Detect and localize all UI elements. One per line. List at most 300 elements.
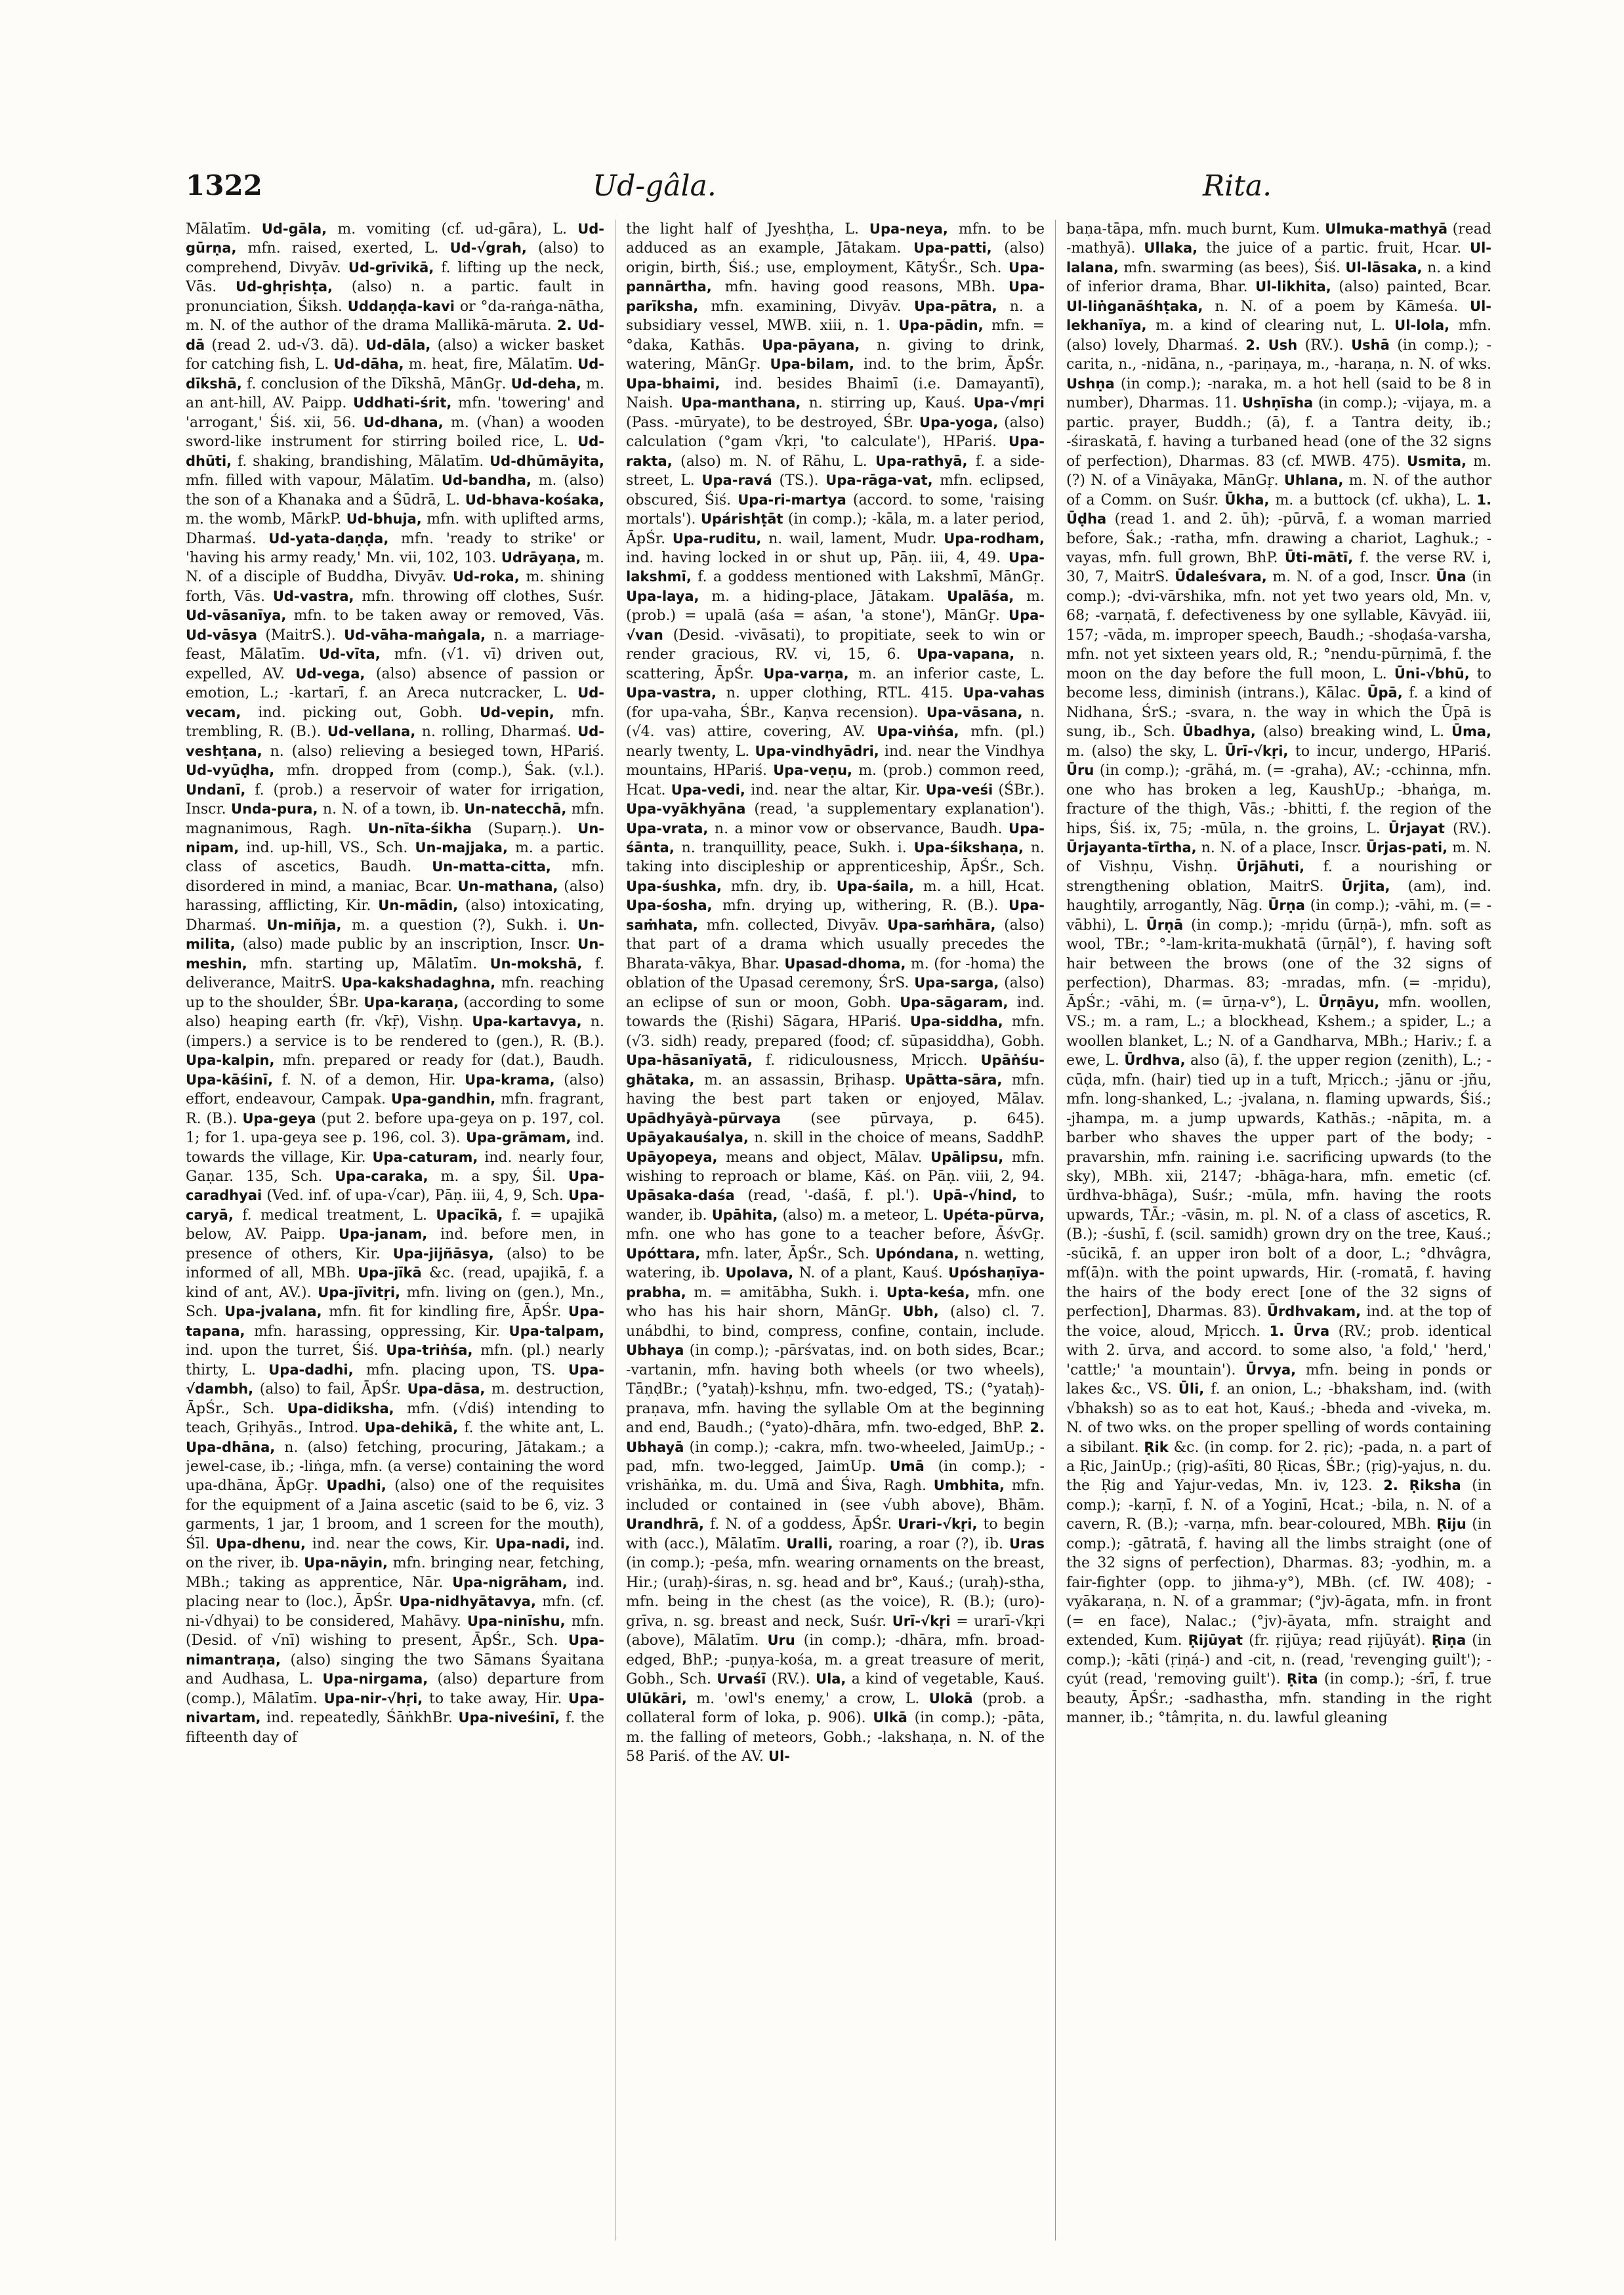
entry-definition: roaring, a roar (?), ib. (839, 1535, 1003, 1552)
entry-headword: Ūrṇa (1268, 898, 1305, 914)
entry-definition: (in comp.); -vijaya, m. a partic. prayer, Buddh.; (ā), f. a Tantra deity, ib.; -śiraskatā, f. having a turbaned head (one of the 32 signs of perfection), Dharmas. 83 (cf. MWB. 475). (1066, 395, 1491, 470)
entry-headword: Ud-dhūmāyita, (489, 453, 604, 469)
entry-headword: Un-mādin, (378, 898, 459, 914)
entry-definition: mfn. (cf. ni-√dhyai) to be considered, Mahāvy. (186, 1594, 604, 1630)
entry-definition: m. a hill, Hcat. (923, 878, 1045, 895)
entry-definition: ind. near the Vindhya mountains, HPariś. (626, 743, 1045, 779)
entry-definition: the light half of Jyeshṭha, L. (626, 221, 859, 238)
entry-headword: Ud-deha, (510, 375, 581, 392)
entry-definition: f. a kind of Nidhana, ŚrS.; -svara, n. the way in which the Ūpā is sung, ib., Sch. (1066, 685, 1491, 741)
entry-headword: Uru (767, 1632, 795, 1649)
entry-definition: mfn. magnanimous, Ragh. (186, 801, 604, 837)
entry-definition: (also) one of the requisites for the equipment of a Jaina ascetic (said to be 6, viz. 3 garments, 1 jar, 1 broom, and 1 screen for the mouth), Śīl. (186, 1478, 604, 1552)
entry-definition: (also) harassing, afflicting, Kir. (186, 878, 604, 915)
entry-definition: m. an ant-hill, AV. Paipp. (186, 375, 604, 412)
dictionary-entry (717, 1671, 816, 1687)
entry-definition: (in comp.); -peśa, mfn. wearing ornaments on the breast, Hir.; (uraḥ)-śiras, n. sg. head and br°, Kauś.; (uraḥ)-stha, mfn. being in the chest (as the voice), R. (B.); (uro)-grīva, n. sg. breast and neck, Suśr. (626, 1555, 1045, 1630)
entry-headword: Ud-dhana, (363, 414, 444, 430)
entry-headword: Upa-bilam, (770, 356, 854, 373)
entry-definition: ind. near the cows, Kir. (312, 1535, 489, 1552)
entry-definition: mfn. being in ponds or lakes &c., VS. (1066, 1361, 1491, 1398)
entry-definition: means and object, Mālav. (726, 1149, 923, 1166)
entry-definition: ind. having locked in or shut up, Pāṇ. iii, 4, 49. (626, 549, 1001, 566)
entry-definition: mfn. dropped from (comp.), Śak. (v.l.). (286, 762, 604, 779)
entry-definition: (also) singing the two Sāmans Śyaitana and Audhasa, L. (186, 1651, 604, 1688)
entry-headword: Ul-lola, (1394, 318, 1450, 334)
entry-headword: Urī-√kṛi (892, 1613, 951, 1629)
entry-headword: Upālipsu, (930, 1149, 1004, 1165)
entry-definition: f. N. of a goddess, ĀpŚr. (710, 1516, 892, 1533)
entry-headword: Ūma, (1451, 724, 1491, 740)
dictionary-entry (327, 724, 577, 740)
entry-definition: mfn. 'towering' and 'arrogant,' Śiś. xii, 56. (186, 395, 604, 431)
entry-headword: Ūrṇā (1146, 917, 1184, 933)
entry-definition: m. the womb, MārkP. (186, 511, 342, 528)
dictionary-entry (1066, 1052, 1491, 1320)
entry-definition: (MaitrS.). (265, 627, 336, 644)
entry-definition: (read, '-daśā, f. pl.'). (747, 1188, 920, 1205)
dictionary-entry (837, 879, 1045, 895)
entry-definition: f. deliverance, MaitrS. (186, 955, 604, 992)
entry-headword: Upa-jīvitṛi, (318, 1284, 401, 1300)
entry-headword: Upa-nidhyātavya, (399, 1594, 536, 1610)
entry-definition: (read -mathyā). (1066, 221, 1491, 257)
entry-definition: mfn. wishing to reproach or blame, Kāś. on Pāṇ. viii, 2, 94. (626, 1149, 1045, 1185)
entry-headword: Upa-√van (626, 608, 1045, 643)
entry-definition: mfn. reaching up to the shoulder, ŚBr. (186, 975, 604, 1011)
entry-headword: Un-meshin, (186, 936, 604, 972)
dictionary-entry (1182, 724, 1451, 740)
entry-definition: mfn. having the best part taken or enjoyed, Mālav. (626, 1071, 1045, 1108)
dictionary-entry (1255, 279, 1491, 295)
entry-definition: (in comp.); -gātratā, f. having all the limbs straight (one of the 32 signs of perfection), Dharmas. 83; -yodhin, m. a fair-fighter (opp. to jihma-y°), MBh. (cf. IW. 408); -vyākaraṇa, n. N. of a grammar; (°jv)-āgata, mfn. in front (= en face), Nalac.; (°jv)-āyata, mfn. straight and extended, Kum. (1066, 1516, 1491, 1649)
entry-headword: Ūrjas-pati, (1365, 840, 1448, 856)
entry-definition: (also) calculation (°gam √kṛi, 'to calculate'), HPariś. (626, 414, 1045, 451)
entry-definition: n. scattering, ĀpŚr. (626, 646, 1045, 682)
entry-definition: Mālatīm. (186, 221, 251, 238)
entry-definition: mfn. throwing off clothes, Suśr. (362, 588, 604, 605)
dictionary-entry (266, 917, 577, 934)
entry-headword: Ud-vyūḍha, (186, 762, 275, 779)
entry-definition: (also) departure from (comp.), Mālatīm. (186, 1671, 604, 1707)
entry-headword: Un-mokshā, (489, 955, 583, 972)
entry-definition: (Desid. -vivāsati), to propitiate, seek to win or render gracious, RV. vi, 15, 6. (626, 627, 1045, 663)
dictionary-entry (626, 821, 1009, 837)
entry-headword: Ūna (1436, 569, 1467, 585)
entry-definition: mfn. trembling, R. (B.). (186, 704, 604, 741)
entry-headword: Ūrjita, (1341, 878, 1390, 894)
entry-headword: Upa-kāśinī, (186, 1071, 273, 1088)
entry-definition: (read 1. and 2. ūh); -pūrvā, f. a woman married before, Śak.; -ratha, mfn. drawing a chariot, Laghuk.; -vayas, mfn. full grown, BhP. (1066, 511, 1491, 566)
entry-definition: f. a side-street, L. (626, 453, 1045, 489)
entry-definition: (in comp.); -dvi-vārshika, mfn. not yet two years old, Mn. v, 68; -varṇatā, f. defectiveness by one syllable, Kāvyād. iii, 157; -vāda, m. improper speech, Baudh.; -shoḍaśa-varsha, mfn. not yet sixteen years old, R.; °nendu-pūrṇimā, f. the moon on the day before the full moon, L. (1066, 569, 1491, 682)
entry-definition: ind. on the river, ib. (186, 1535, 604, 1572)
entry-definition: m. a question (?), Sukh. i. (352, 917, 568, 934)
entry-headword: Ūni-√bhū, (1394, 665, 1470, 682)
entry-definition: (RV.). (1453, 820, 1491, 837)
entry-definition: ind. near the altar, Kir. (751, 781, 921, 798)
entry-definition: mfn. starting up, Mālatīm. (260, 955, 478, 972)
entry-definition: mfn. drying up, withering, R. (B.). (722, 898, 999, 915)
entry-headword: 2. Ṛiksha (1383, 1478, 1461, 1494)
entry-headword: Upāṅśu-ghātaka, (626, 1052, 1045, 1088)
entry-definition: mfn. (also) lovely, Dharmaś. (1066, 318, 1491, 354)
dictionary-entry (701, 472, 825, 489)
entry-headword: Upa-kartavya, (472, 1014, 582, 1030)
entry-definition: m. a kind of clearing nut, L. (1156, 318, 1386, 335)
entry-headword: Ula, (816, 1671, 846, 1687)
entry-headword: Ud-gūrṇa, (186, 221, 604, 257)
dictionary-entry (186, 221, 262, 238)
entry-headword: Upa-veṇu, (773, 762, 852, 779)
entry-definition: mfn. dry, ib. (730, 878, 827, 895)
entry-headword: Upasad-dhoma, (784, 955, 906, 972)
entry-definition: (RV.). (1304, 337, 1344, 354)
dictionary-entry (626, 1691, 929, 1707)
entry-headword: Upa-√dambh, (186, 1361, 604, 1397)
entry-headword: Urvaśī (717, 1671, 766, 1687)
entry-definition: (read, 'a supplementary explanation'). (754, 801, 1045, 818)
entry-headword: Upadhi, (326, 1478, 386, 1494)
entry-headword: Ūrdhvakam, (1266, 1304, 1362, 1320)
entry-definition: m. heat, fire, Mālatīm. (408, 356, 573, 373)
entry-definition: = urarī-√kṛi (above), Mālatīm. (626, 1613, 1045, 1649)
entry-headword: Ūbadhya, (1182, 724, 1256, 740)
entry-headword: Upa-laya, (626, 588, 699, 604)
entry-definition: mfn. disordered in mind, a maniac, Bcar. (186, 859, 604, 895)
entry-headword: Ud-roka, (453, 569, 520, 585)
entry-headword: Ṛik (1144, 1439, 1169, 1455)
entry-headword: Upa-yoga, (919, 414, 999, 430)
entry-definition: n. giving to drink, watering, MānGṛ. (626, 337, 1045, 373)
entry-headword: Upa-caradhyai (186, 1168, 604, 1204)
entry-headword: Upāsaka-daśa (626, 1188, 735, 1204)
entry-definition: mfn. eclipsed, obscured, Śiś. (626, 472, 1045, 508)
entry-headword: Upa-gandhin, (391, 1091, 496, 1107)
entry-headword: Un-natecchā, (464, 801, 567, 817)
dictionary-entry (626, 1111, 1045, 1127)
entry-definition: ind. towards the (Ṛishi) Sāgara, HPariś. (626, 994, 1045, 1031)
entry-headword: Upa-manthana, (681, 395, 801, 411)
entry-headword: Ūrjāhuti, (1236, 859, 1305, 875)
entry-definition: (also) m. a meteor, L. (782, 1207, 938, 1224)
entry-headword: Upa-caraka, (335, 1168, 428, 1184)
dictionary-entry (1066, 840, 1366, 856)
entry-definition: (RV.; prob. identical with 2. ūrva, and accord. to some also, 'a fold,' 'herd,' 'cattle;' 'a mountain'). (1066, 1323, 1491, 1378)
entry-definition: n. skill in the choice of means, SaddhP. (754, 1130, 1045, 1147)
entry-headword: Upa-śosha, (626, 898, 713, 914)
entry-definition: mfn. 'ready to strike' or 'having his army ready,' Mn. vii, 102, 103. (186, 530, 604, 566)
entry-headword: Ubhaya (626, 1342, 684, 1359)
entry-definition: (Pass. -mūryate), to be destroyed, ŚBr. (626, 414, 914, 431)
entry-headword: Upa-rodham, (944, 530, 1045, 547)
entry-headword: Upa-tapana, (186, 1304, 604, 1339)
entry-definition: to take away, Hir. (428, 1690, 562, 1707)
entry-headword: Upóndana, (875, 1245, 959, 1262)
entry-headword: Upa-siddha, (909, 1014, 1003, 1030)
entry-headword: Upa-geya (242, 1110, 316, 1127)
dictionary-entry (1066, 221, 1325, 238)
entry-headword: Upa-nirgama, (322, 1671, 428, 1687)
entry-headword: Ushā (1351, 337, 1390, 353)
dictionary-entry (626, 1149, 930, 1166)
entry-definition: (also) to comprehend, Divyāv. (186, 240, 604, 276)
entry-definition: ind. to the brim, ĀpŚr. (863, 356, 1045, 373)
entry-headword: Umā (889, 1458, 925, 1474)
entry-definition: mfn. included or contained in (see √ubh above), Bhām. (626, 1478, 1045, 1514)
entry-headword: Upa-parīksha, (626, 279, 1045, 314)
entry-headword: Ud-ghṛishṭa, (236, 279, 333, 295)
entry-headword: Upolava, (725, 1265, 794, 1281)
entry-definition: (in comp.); -pāta, m. the falling of meteors, Gobh.; -lakshaṇa, n. N. of the 58 Pariś. of the AV. (626, 1710, 1045, 1766)
entry-headword: Upacīkā, (436, 1207, 503, 1223)
entry-definition: m. a partic. class of ascetics, Baudh. (186, 840, 604, 876)
entry-headword: Ūli, (1178, 1381, 1205, 1397)
entry-headword: Upa-grāmam, (465, 1130, 572, 1146)
dictionary-entry (626, 898, 1009, 914)
entry-headword: Ūpā, (1367, 685, 1403, 701)
entry-definition: mfn. having good reasons, MBh. (724, 279, 996, 296)
entry-headword: Ul-lekhanīya, (1066, 298, 1491, 334)
entry-headword: 1. Ūḍha (1066, 491, 1491, 527)
entry-definition: (put 2. before upa-geya on p. 197, col. 1; for 1. upa-geya see p. 196, col. 3). (186, 1110, 604, 1147)
entry-headword: Ṛijūyat (1188, 1632, 1243, 1649)
entry-definition: (also) absence of passion or emotion, L.; -kartarī, f. an Areca nutcracker, L. (186, 665, 604, 702)
entry-definition: (Ved. inf. of upa-√car), Pāṇ. iii, 4, 9, Sch. (266, 1188, 564, 1205)
entry-definition: f. (prob.) a reservoir of water for irrigation, Inscr. (186, 781, 604, 818)
entry-headword: Upéta-pūrva, (942, 1207, 1045, 1223)
entry-definition: (also) n. a partic. fault in pronunciation, Śiksh. (186, 279, 604, 315)
dictionary-entry (186, 608, 604, 624)
dictionary-entry (626, 1052, 981, 1069)
entry-headword: Upa-varṇa, (763, 665, 849, 682)
guide-word-left: Ud-gâla. (593, 169, 717, 203)
entry-headword: Upātta-sāra, (904, 1071, 1003, 1088)
entry-headword: Uhlana, (1283, 472, 1344, 489)
entry-definition: m. N. of the author of a Comm. on Suśr. (1066, 472, 1491, 508)
entry-headword: Umbhita, (933, 1478, 1005, 1494)
entry-definition: mfn. bringing near, fetching, MBh.; taking as apprentice, Nār. (186, 1555, 604, 1591)
entry-headword: Usmita, (1407, 453, 1467, 469)
entry-headword: Un-miñja, (266, 917, 342, 933)
dictionary-entry (186, 1072, 465, 1088)
entry-definition: ind. before men, in presence of others, Kir. (186, 1226, 604, 1262)
entry-headword: Upāyopeya, (626, 1149, 718, 1165)
entry-headword: Upa-ravá (701, 472, 772, 489)
entry-headword: Ul-liṅganāśhṭaka, (1066, 298, 1203, 314)
entry-definition: m. N. of a god, Inscr. (1272, 569, 1430, 586)
dictionary-columns (186, 220, 1491, 2241)
entry-definition: n. (also) fetching, procuring, Jātakam.; a jewel-case, ib.; -liṅga, mfn. (a verse) containing the word upa-dhāna, ĀpGṛ. (186, 1439, 604, 1495)
dictionary-entry (768, 1748, 790, 1765)
entry-headword: Upa-vyākhyāna (626, 801, 746, 817)
entry-headword: Upárishṭāt (700, 511, 783, 527)
dictionary-entry (673, 531, 944, 547)
entry-headword: Uddhati-śrit, (353, 395, 452, 411)
entry-definition: (also) effort, endeavour, Campak. (186, 1071, 604, 1108)
entry-definition: (in comp.); -vrishāṅka, m. du. Umā and Śiva, Ragh. (626, 1458, 1045, 1495)
entry-headword: Upa-dadhi, (268, 1361, 354, 1378)
entry-definition: m. 'owl's enemy,' a crow, L. (696, 1690, 920, 1707)
entry-definition: n. (also) relieving a besieged town, HPariś. (270, 743, 604, 760)
entry-definition: (also) to be informed of all, MBh. (186, 1245, 604, 1282)
entry-definition: m. destruction, ĀpŚr., Sch. (186, 1381, 604, 1417)
entry-headword: Ud-dhūti, (186, 434, 604, 469)
entry-headword: Upa-kakshadaghna, (341, 975, 496, 991)
entry-definition: mfn. living on (gen.), Mn., Sch. (186, 1284, 604, 1321)
dictionary-entry (367, 821, 577, 837)
entry-definition: mfn. filled with vapour, Mālatīm. (186, 472, 435, 489)
entry-headword: Ud-gāla, (261, 221, 327, 237)
entry-definition: mfn. harassing, oppressing, Kir. (254, 1323, 500, 1340)
entry-definition: (also) m. N. of Rāhu, L. (680, 453, 867, 470)
entry-headword: Upa-sarga, (914, 975, 999, 991)
entry-headword: Upa-śānta, (626, 820, 1045, 856)
entry-headword: Upóshaṇīya-prabha, (626, 1265, 1045, 1300)
entry-headword: Unda-pura, (231, 801, 318, 817)
entry-headword: Upalāśa, (947, 588, 1014, 604)
entry-headword: 1. Ūrva (1269, 1323, 1330, 1339)
entry-headword: Upa-niveśinī, (458, 1710, 560, 1726)
entry-definition: f. medical treatment, L. (242, 1207, 427, 1224)
entry-definition: (RV.). (771, 1671, 810, 1688)
dictionary-entry (1245, 337, 1351, 354)
entry-definition: ind. placing near to (loc.), ĀpŚr. (186, 1574, 604, 1611)
entry-definition: f. lifting up the neck, Vās. (186, 259, 604, 296)
entry-definition: ind. towards the village, Kir. (186, 1130, 604, 1166)
entry-headword: Upa-pannārtha, (626, 259, 1045, 295)
entry-headword: Uddaṇḍa-kavi (347, 298, 455, 314)
dictionary-entry (626, 1188, 932, 1204)
entry-definition: mfn. placing upon, TS. (365, 1361, 556, 1378)
dictionary-entry (712, 1207, 943, 1224)
entry-definition: m. = amitābha, Sukh. i. (694, 1284, 879, 1301)
entry-definition: mfn. collected, Divyāv. (706, 917, 879, 934)
entry-definition: (also) painted, Bcar. (1339, 279, 1491, 296)
entry-headword: Ud-vellana, (327, 724, 416, 740)
entry-definition: &c. (in comp. for 2. ṛic); -pada, n. a part of a Ṛic, JainUp.; (ṛig)-aśīti, 80 Ṛicas, ŚBr.; (ṛig)-yajus, n. du. the Ṛig and Yajur-vedas, Mn. iv, 123. (1066, 1439, 1491, 1495)
entry-headword: Upa-nivartam, (186, 1690, 604, 1726)
entry-definition: (read 2. ud-√3. dā). (211, 337, 359, 354)
entry-headword: Upa-dehikā, (364, 1420, 459, 1436)
entry-headword: Upa-jīkā (358, 1265, 422, 1281)
entry-definition: (see pūrvaya, p. 645). (810, 1110, 1045, 1127)
entry-headword: Un-majjaka, (415, 840, 508, 856)
entry-headword: Ūti-mātī, (1284, 549, 1354, 566)
entry-headword: Un-milita, (186, 917, 604, 953)
entry-definition: m. (√han) a wooden sword-like instrument for stirring boiled rice, L. (186, 414, 604, 451)
dictionary-entry (273, 589, 604, 605)
entry-headword: Upa-caturam, (372, 1149, 478, 1165)
entry-headword: Upa-nir-√hṛi, (323, 1690, 423, 1706)
column-3 (1066, 220, 1491, 2241)
entry-definition: (according to some also) heaping earth (fr. √kṝ), Vishṇ. (186, 994, 604, 1031)
entry-headword: Upa-rathyā, (875, 453, 968, 469)
entry-definition: ind. picking out, Gobh. (258, 704, 463, 721)
dictionary-entry (335, 1168, 568, 1185)
entry-headword: Upa-dhenu, (215, 1535, 306, 1552)
entry-headword: Upa-pādin, (898, 318, 984, 334)
entry-definition: mfn. one who has his hair shorn, MānGṛ. (626, 1284, 1045, 1321)
entry-headword: Ud-veshṭana, (186, 724, 604, 759)
entry-headword: Upa-rāga-vat, (825, 472, 933, 489)
entry-headword: Upa-pāyana, (762, 337, 860, 353)
dictionary-entry (1066, 1516, 1491, 1649)
entry-definition: ind. repeatedly, ŚāṅkhBr. (266, 1710, 453, 1727)
entry-headword: Upa-ri-martya (738, 491, 846, 508)
entry-definition: mfn. (√1. vī) driven out, expelled, AV. (186, 646, 604, 682)
dictionary-entry (816, 1671, 1045, 1687)
entry-definition: mfn. (√diś) intending to teach, Gṛihyās., Introd. (186, 1400, 604, 1437)
entry-definition: (in comp.); -pārśvatas, ind. on both sides, Bcar.; -vartanin, mfn. having both wheels (or two wheels), TāṇḍBr.; (°yataḥ)-kshṇu, mfn. two-edged, TS.; (°yataḥ)-praṇava, mfn. having the syllable Om at the beginning and end, Baudh.; (°yato)-dhāra, mfn. two-edged, BhP. (626, 1342, 1045, 1437)
entry-headword: Ṛiju (1436, 1516, 1467, 1533)
entry-definition: (in comp.); -grāhá, m. (= -graha), AV.; -cchinna, mfn. one who has broken a leg, KaushUp.; -bhaṅga, m. fracture of the thigh, Vās.; -bhitti, f. the region of the hips, Śiś. ix, 75; -mūla, n. the groins, L. (1066, 762, 1491, 837)
entry-headword: Upa-neya, (869, 221, 948, 237)
entry-definition: (also) that part of a drama which usually precedes the Bharata-vākya, Bhar. (626, 917, 1045, 972)
entry-definition: (in comp.); -naraka, m. a hot hell (said to be 8 in number), Dharmas. 11. (1066, 375, 1491, 412)
entry-headword: Upa-nāyin, (304, 1555, 388, 1571)
entry-definition: (ŚBr.). (998, 781, 1045, 798)
entry-headword: Upa-nadi, (495, 1535, 570, 1552)
entry-definition: mfn. (pl.) nearly twenty, L. (626, 724, 1045, 760)
entry-definition: (also) an eclipse of sun or moon, Gobh. (626, 975, 1045, 1011)
entry-headword: Upa-rakta, (626, 434, 1045, 469)
dictionary-entry (1144, 240, 1470, 257)
entry-definition: mfn. (√3. sidh) ready, prepared (food; cf. sūpasiddha), Gobh. (626, 1014, 1045, 1050)
entry-definition: m. a hiding-place, Jātakam. (711, 588, 935, 605)
entry-headword: 2. Ud-dā (186, 318, 604, 353)
entry-definition: to become less, diminish (intrans.), Kālac. (1066, 665, 1491, 702)
entry-headword: Ṛiṇa (1431, 1632, 1467, 1649)
entry-definition: mfn. one who has gone to a teacher before, ĀśvGṛ. (626, 1226, 1045, 1243)
entry-headword: Ūrjayanta-tīrtha, (1066, 840, 1197, 856)
entry-headword: Upa-ruditu, (672, 530, 762, 547)
entry-headword: Ud-vāsya (186, 627, 258, 643)
entry-definition: f. ridiculousness, Mṛicch. (765, 1052, 968, 1069)
entry-definition: (also) to fail, ĀpŚr. (259, 1381, 401, 1398)
entry-definition: f. shaking, brandishing, Mālatīm. (237, 453, 484, 470)
entry-headword: Ūkha, (1224, 491, 1270, 508)
entry-definition: mfn. to be taken away or removed, Vās. (293, 608, 604, 625)
entry-definition: n. a kind of inferior drama, Bhar. (1066, 259, 1491, 296)
entry-definition: f. = upajikā below, AV. Paipp. (186, 1207, 604, 1243)
entry-definition: m. (for -homa) the oblation of the Upasad ceremony, ŚrS. (626, 955, 1045, 992)
entry-definition: (in comp.); -vāhi, m. (= -vābhi), L. (1066, 898, 1491, 934)
entry-headword: Ṛita (1286, 1671, 1318, 1687)
entry-definition: (also) origin, birth, Śiś.; use, employment, KātyŚr., Sch. (626, 240, 1045, 276)
entry-definition: (in comp.); -kāla, m. a later period, ĀpŚr. (626, 511, 1045, 547)
entry-definition: m. (?) N. of a Vināyaka, MānGṛ. (1066, 453, 1491, 489)
entry-definition: (in comp.); -cakra, mfn. two-wheeled, JaimUp.; -pad, mfn. two-legged, JaimUp. (626, 1439, 1045, 1475)
entry-definition: m. N. of Vishṇu, Vishṇ. (1066, 840, 1491, 876)
entry-definition: n. wetting, watering, ib. (626, 1245, 1045, 1282)
entry-headword: Upa-śikshaṇa, (913, 840, 1024, 856)
column-2 (626, 220, 1045, 2241)
entry-headword: Ud-vega, (295, 665, 365, 682)
dictionary-entry (626, 685, 963, 701)
entry-headword: Upa-lakshmī, (626, 549, 1045, 585)
entry-definition: m. a buttock (cf. ukha), L. (1275, 491, 1471, 508)
entry-definition: n. wail, lament, Mudr. (768, 530, 937, 547)
entry-definition: n. tranquillity, peace, Sukh. i. (681, 840, 907, 856)
entry-definition: m. shining forth, Vās. (186, 569, 604, 605)
entry-headword: Upa-saṁhata, (626, 898, 1045, 933)
column-1 (186, 220, 604, 2241)
entry-headword: Ulmuka-mathyā (1325, 221, 1448, 237)
entry-headword: Upa-vahas (963, 685, 1045, 701)
entry-definition: mfn. prepared or ready for (dat.), Baudh. (282, 1052, 604, 1069)
entry-definition: to begin with (acc.), Mālatīm. (626, 1516, 1045, 1552)
